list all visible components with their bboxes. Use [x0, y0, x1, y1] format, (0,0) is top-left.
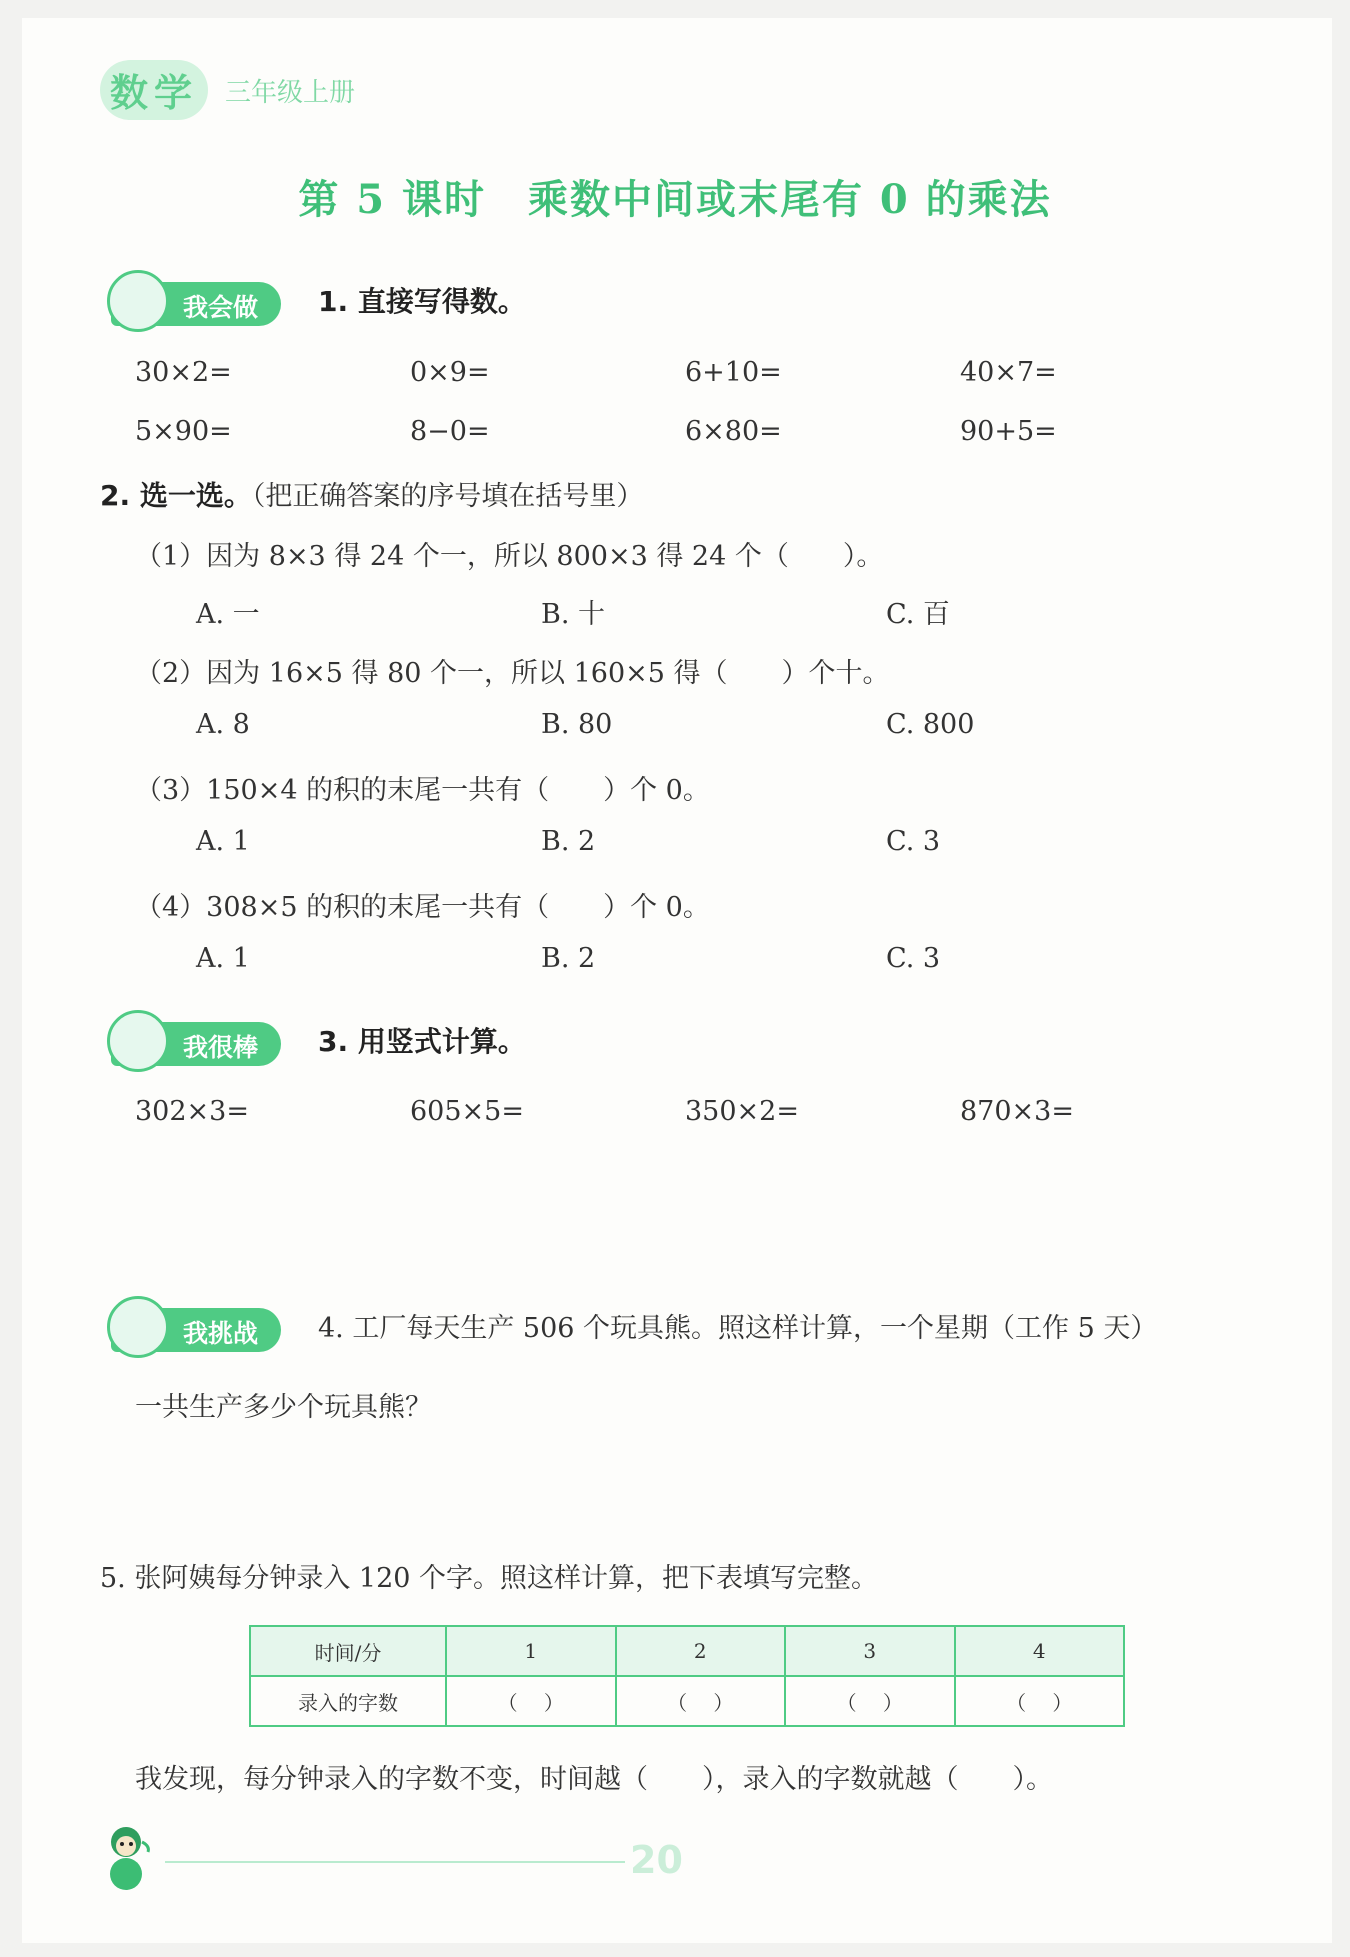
blank-cell[interactable]: （ ） — [785, 1676, 955, 1726]
table-cell: 3 — [785, 1626, 955, 1676]
option-c: C. 百 — [886, 599, 950, 630]
q5-title: 5. 张阿姨每分钟录入 120 个字。照这样计算，把下表填写完整。 — [100, 1563, 879, 1594]
option-a: A. 1 — [196, 943, 250, 974]
fist-icon — [107, 1296, 169, 1358]
q4-line1 — [318, 1306, 1157, 1345]
q2-sub1: （1）因为 8×3 得 24 个一，所以 800×3 得 24 个（ ）。 — [135, 541, 884, 572]
option-b: B. 2 — [541, 826, 596, 857]
table-cell: 4 — [955, 1626, 1125, 1676]
q1-item: 6+10= — [685, 357, 782, 388]
q5-finding: 我发现，每分钟录入的字数不变，时间越（ ），录入的字数就越（ ）。 — [135, 1764, 1053, 1795]
typing-table — [249, 1625, 1125, 1727]
option-c: C. 3 — [886, 826, 941, 857]
q1-item: 8−0= — [410, 416, 490, 447]
q2-title: 2. 选一选。 — [100, 479, 252, 512]
grade-label: 三年级上册 — [225, 78, 356, 108]
table-cell: 时间/分 — [250, 1626, 446, 1676]
q1-item: 90+5= — [960, 416, 1057, 447]
q3-title: 3. 用竖式计算。 — [318, 1025, 526, 1058]
table-cell: 1 — [446, 1626, 616, 1676]
option-a: A. 一 — [196, 599, 260, 630]
q1-item: 5×90= — [135, 416, 232, 447]
mascot-icon — [100, 1822, 160, 1898]
option-b: B. 80 — [541, 709, 613, 740]
option-b: B. 十 — [541, 599, 606, 630]
blank-cell[interactable]: （ ） — [616, 1676, 786, 1726]
q2-heading — [100, 474, 643, 514]
q1-item: 6×80= — [685, 416, 782, 447]
q1-title: 1. 直接写得数。 — [318, 285, 526, 318]
table-row — [250, 1626, 1124, 1676]
q1-item: 40×7= — [960, 357, 1057, 388]
q1-item: 30×2= — [135, 357, 232, 388]
q2-sub2: （2）因为 16×5 得 80 个一，所以 160×5 得（ ）个十。 — [135, 658, 890, 689]
pencil-icon — [107, 270, 169, 332]
option-b: B. 2 — [541, 943, 596, 974]
subject-label: 数学 — [110, 71, 199, 115]
q4-line2: 一共生产多少个玩具熊？ — [135, 1392, 432, 1423]
thumbs-up-icon — [107, 1010, 169, 1072]
option-a: A. 8 — [196, 709, 250, 740]
q3-item: 870×3= — [960, 1096, 1074, 1127]
blank-cell[interactable]: （ ） — [446, 1676, 616, 1726]
q2-sub3: （3）150×4 的积的末尾一共有（ ）个 0。 — [135, 775, 710, 806]
badge-wo-hui-zuo: 我会做 — [103, 270, 283, 328]
option-c: C. 3 — [886, 943, 941, 974]
table-cell: 录入的字数 — [250, 1676, 446, 1726]
q1-item: 0×9= — [410, 357, 490, 388]
table-cell: 2 — [616, 1626, 786, 1676]
page-number: 20 — [630, 1838, 683, 1882]
q3-item: 605×5= — [410, 1096, 524, 1127]
q3-item: 302×3= — [135, 1096, 249, 1127]
footer-line — [165, 1861, 625, 1863]
table-row — [250, 1676, 1124, 1726]
badge-wo-hen-bang: 我很棒 — [103, 1010, 283, 1068]
q3-item: 350×2= — [685, 1096, 799, 1127]
q4-title: 4. 工厂每天生产 506 个玩具熊。照这样计算，一个星期（工作 5 天） — [318, 1313, 1158, 1344]
lesson-title: 第 5 课时 乘数中间或末尾有 0 的乘法 — [298, 176, 1052, 223]
badge-wo-tiao-zhan: 我挑战 — [103, 1296, 283, 1354]
blank-cell[interactable]: （ ） — [955, 1676, 1125, 1726]
q2-note: （把正确答案的序号填在括号里） — [251, 481, 644, 512]
q2-sub4: （4）308×5 的积的末尾一共有（ ）个 0。 — [135, 892, 710, 923]
option-c: C. 800 — [886, 709, 975, 740]
option-a: A. 1 — [196, 826, 250, 857]
